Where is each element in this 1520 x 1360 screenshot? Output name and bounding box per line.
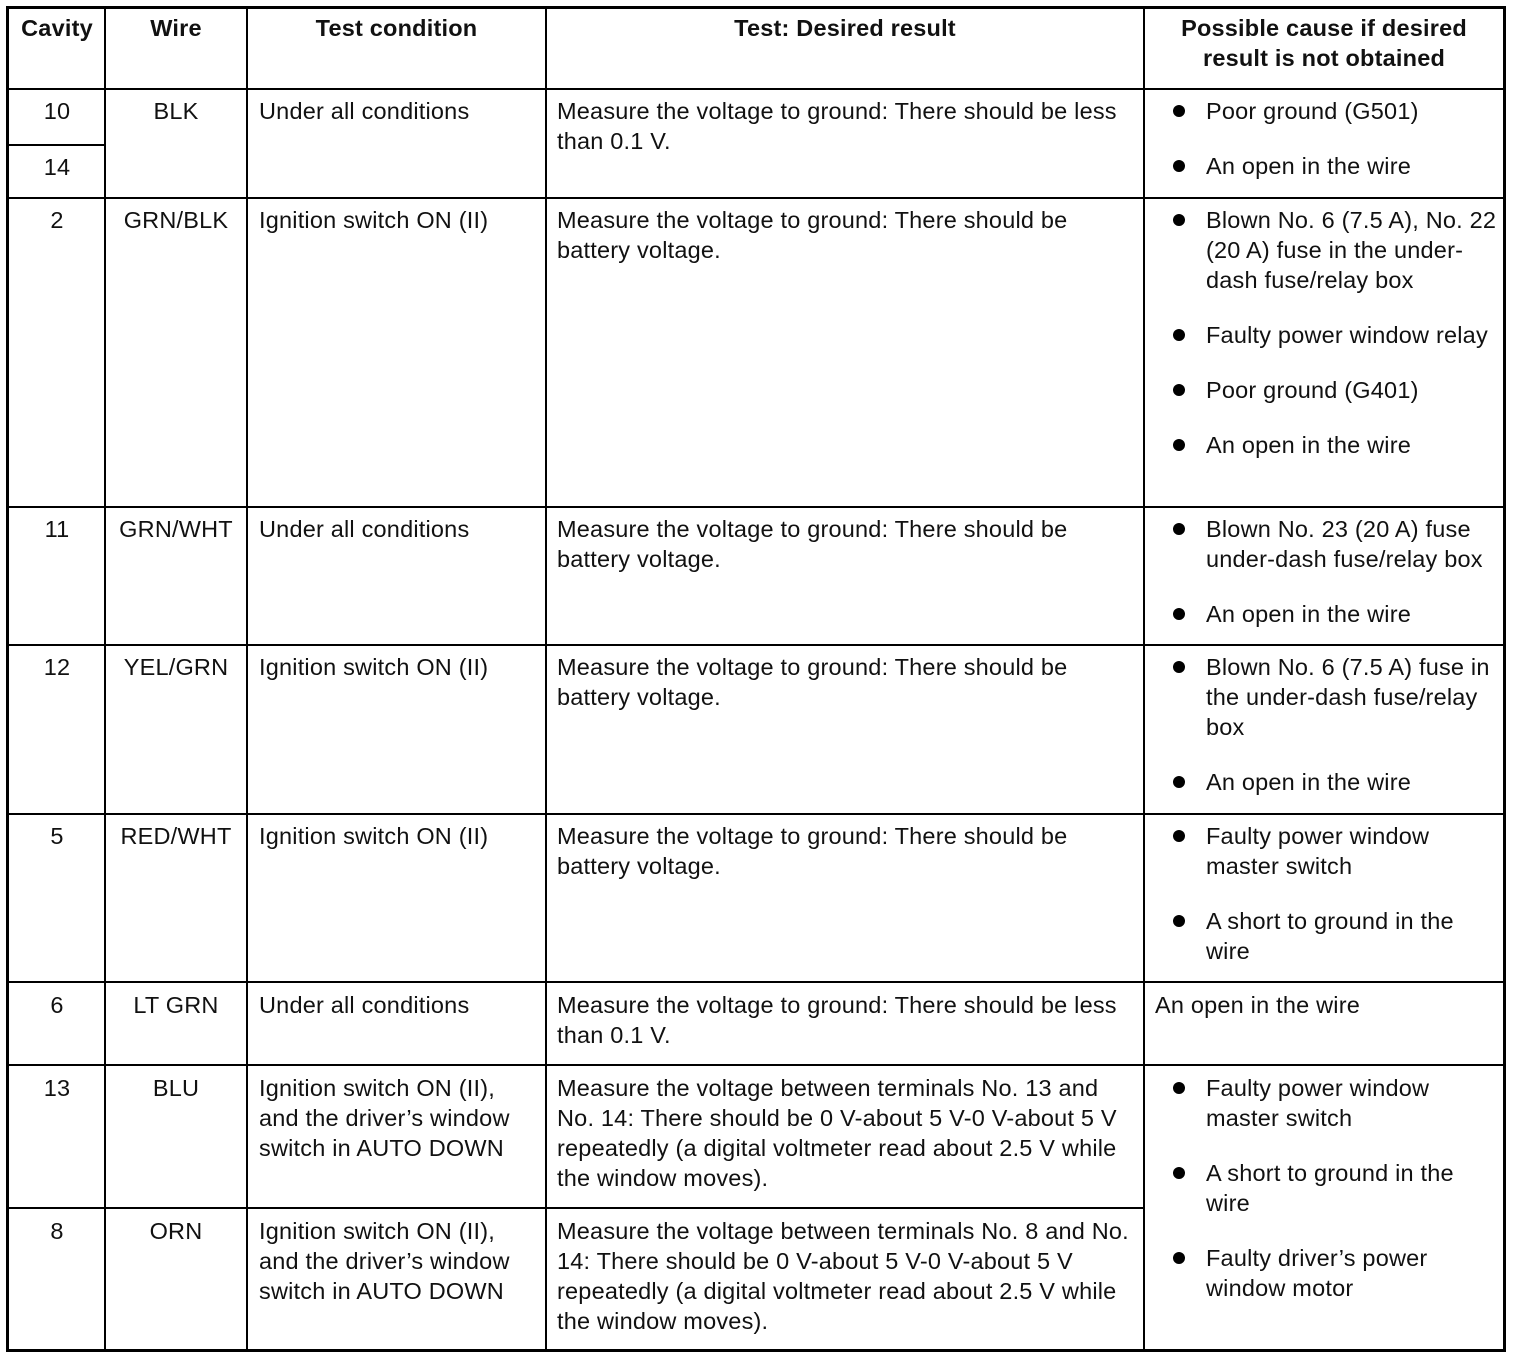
condition-cell: Ignition switch ON (II), and the driver’s window switch in AUTO DOWN: [259, 1218, 510, 1304]
cavity-cell: 5: [50, 823, 64, 849]
cause-list: [1145, 821, 1503, 966]
wire-cell: GRN/WHT: [119, 516, 233, 542]
row-divider: [9, 197, 1503, 199]
row-divider: [9, 813, 1503, 815]
wire-cell: YEL/GRN: [123, 654, 229, 680]
cause-item: Blown No. 6 (7.5 A), No. 22 (20 A) fuse in the under-dash fuse/relay box: [1145, 205, 1503, 295]
cavity-cell: 2: [50, 207, 64, 233]
cavity-cell: 14: [43, 154, 71, 180]
row-divider: [9, 1207, 1144, 1209]
condition-cell: Under all conditions: [259, 992, 470, 1018]
header-test-condition: Test condition: [315, 15, 478, 41]
row-divider: [9, 88, 1503, 90]
column-divider: [545, 9, 547, 1349]
result-cell: Measure the voltage between terminals No. 8 and No. 14: There should be 0 V-about 5 V-0 V-about 5 V repeatedly (a digital voltmeter read about 2.5 V while the window moves).: [557, 1218, 1129, 1334]
cause-list: [1145, 514, 1503, 629]
cause-list: [1145, 652, 1503, 797]
row-divider: [9, 981, 1503, 983]
wiring-test-table: [6, 6, 1506, 1352]
cause-item: An open in the wire: [1145, 430, 1503, 460]
header-possible-cause: Possible cause if desired result is not obtained: [1181, 15, 1467, 71]
header-wire: Wire: [150, 15, 202, 41]
wire-cell: GRN/BLK: [123, 207, 229, 233]
cause-item: Faulty power window relay: [1145, 320, 1503, 350]
cavity-cell: 8: [50, 1218, 64, 1244]
wire-cell: BLK: [153, 98, 199, 124]
cause-item: Poor ground (G501): [1145, 96, 1503, 126]
wire-cell: LT GRN: [133, 992, 219, 1018]
column-divider: [246, 9, 248, 1349]
row-divider: [9, 506, 1503, 508]
row-divider: [9, 644, 1503, 646]
cause-item: A short to ground in the wire: [1145, 906, 1503, 966]
result-cell: Measure the voltage to ground: There should be battery voltage.: [557, 654, 1068, 710]
wire-cell: ORN: [149, 1218, 203, 1244]
cause-item: Faulty power window master switch: [1145, 1073, 1503, 1133]
row-divider: [9, 144, 105, 146]
condition-cell: Under all conditions: [259, 516, 470, 542]
condition-cell: Ignition switch ON (II): [259, 207, 489, 233]
condition-cell: Ignition switch ON (II): [259, 823, 489, 849]
cavity-cell: 12: [43, 654, 71, 680]
header-cavity: Cavity: [21, 15, 93, 41]
cause-text: An open in the wire: [1155, 992, 1360, 1018]
condition-cell: Ignition switch ON (II), and the driver’s window switch in AUTO DOWN: [259, 1075, 510, 1161]
header-desired-result: Test: Desired result: [734, 15, 956, 41]
wire-cell: RED/WHT: [120, 823, 232, 849]
cause-list: [1145, 205, 1503, 460]
cause-item: An open in the wire: [1145, 151, 1503, 181]
cause-list: [1145, 96, 1503, 181]
result-cell: Measure the voltage between terminals No. 13 and No. 14: There should be 0 V-about 5 V-0 V-about 5 V repeatedly (a digital voltmeter read about 2.5 V while the window moves).: [557, 1075, 1117, 1191]
result-cell: Measure the voltage to ground: There should be battery voltage.: [557, 207, 1068, 263]
cavity-cell: 6: [50, 992, 64, 1018]
cavity-cell: 11: [44, 516, 70, 542]
cause-item: Faulty driver’s power window motor: [1145, 1243, 1503, 1303]
cause-item: Blown No. 23 (20 A) fuse under-dash fuse/relay box: [1145, 514, 1503, 574]
result-cell: Measure the voltage to ground: There should be battery voltage.: [557, 823, 1068, 879]
cavity-cell: 13: [43, 1075, 71, 1101]
wire-cell: BLU: [152, 1075, 200, 1101]
condition-cell: Under all conditions: [259, 98, 470, 124]
result-cell: Measure the voltage to ground: There should be less than 0.1 V.: [557, 992, 1117, 1048]
cause-list: [1145, 1073, 1503, 1303]
result-cell: Measure the voltage to ground: There should be less than 0.1 V.: [557, 98, 1117, 154]
cavity-cell: 10: [43, 98, 71, 124]
cause-item: Blown No. 6 (7.5 A) fuse in the under-dash fuse/relay box: [1145, 652, 1503, 742]
cause-item: An open in the wire: [1145, 767, 1503, 797]
result-cell: Measure the voltage to ground: There should be battery voltage.: [557, 516, 1068, 572]
cause-item: A short to ground in the wire: [1145, 1158, 1503, 1218]
row-divider: [9, 1064, 1503, 1066]
cause-item: Faulty power window master switch: [1145, 821, 1503, 881]
condition-cell: Ignition switch ON (II): [259, 654, 489, 680]
cause-item: Poor ground (G401): [1145, 375, 1503, 405]
cause-item: An open in the wire: [1145, 599, 1503, 629]
